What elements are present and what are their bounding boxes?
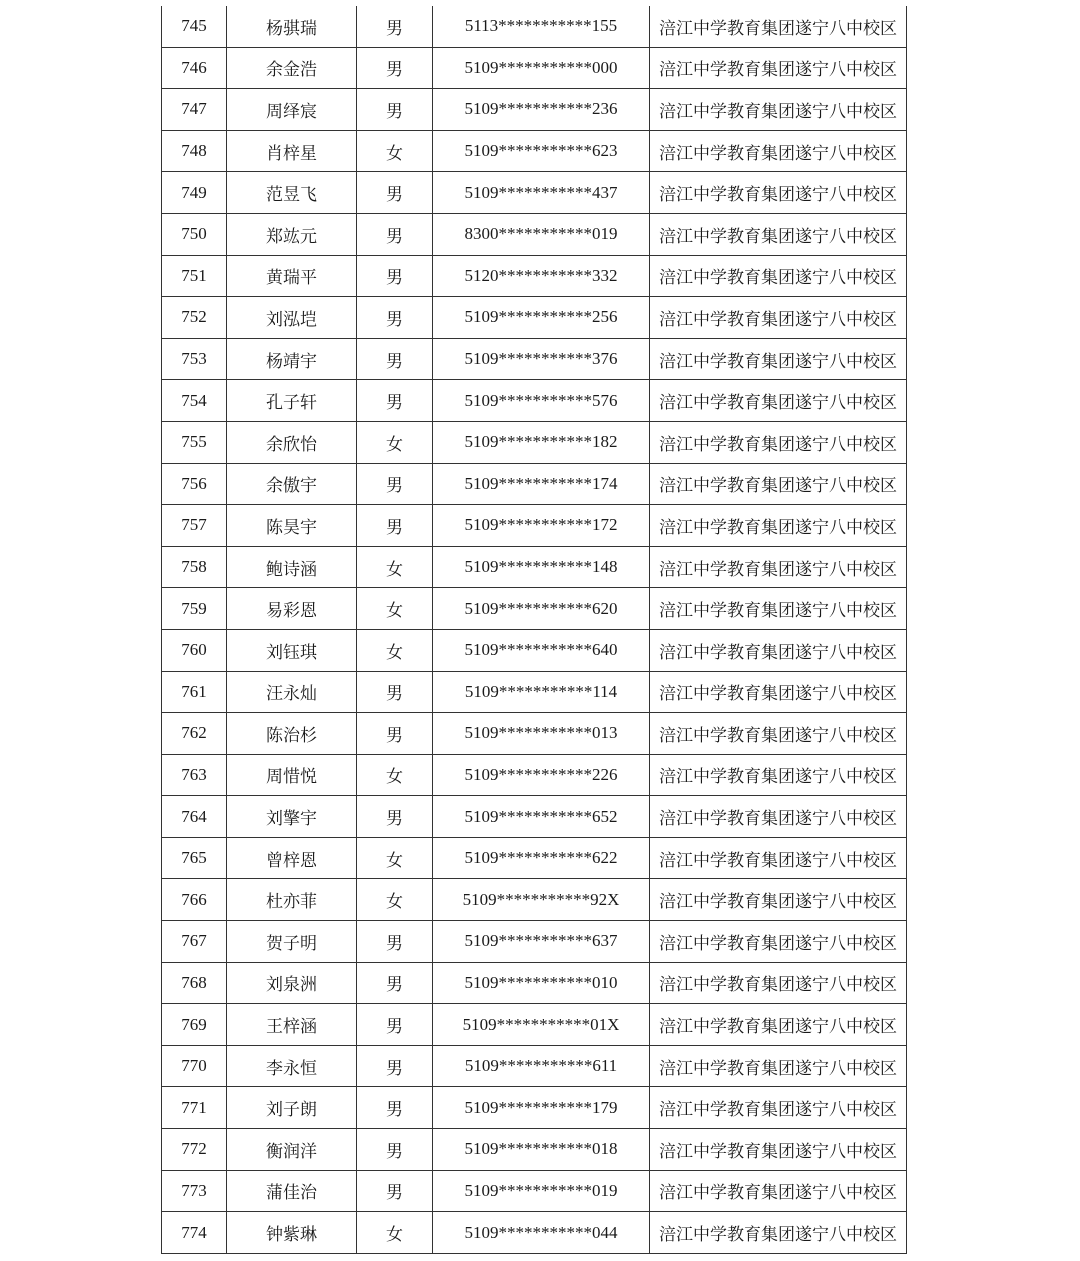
gender-cell: 男 [357,1087,433,1129]
gender-cell: 男 [357,463,433,505]
school-name-cell: 涪江中学教育集团遂宁八中校区 [650,754,907,796]
masked-id-cell: 8300***********019 [433,213,650,255]
student-roster-table [161,6,907,1254]
row-number-cell: 766 [162,879,227,921]
row-number-cell: 767 [162,921,227,963]
row-number-cell: 759 [162,588,227,630]
row-number-cell: 762 [162,713,227,755]
table-row [162,297,907,339]
student-name-cell: 蒲佳治 [227,1170,357,1212]
school-name-cell: 涪江中学教育集团遂宁八中校区 [650,921,907,963]
masked-id-cell: 5109***********576 [433,380,650,422]
row-number-cell: 752 [162,297,227,339]
gender-cell: 男 [357,1170,433,1212]
gender-cell: 男 [357,338,433,380]
gender-cell: 男 [357,1045,433,1087]
gender-cell: 男 [357,962,433,1004]
masked-id-cell: 5109***********000 [433,47,650,89]
school-name-cell: 涪江中学教育集团遂宁八中校区 [650,47,907,89]
school-name-cell: 涪江中学教育集团遂宁八中校区 [650,1087,907,1129]
student-name-cell: 余金浩 [227,47,357,89]
masked-id-cell: 5109***********174 [433,463,650,505]
student-name-cell: 刘泓垲 [227,297,357,339]
table-row [162,962,907,1004]
masked-id-cell: 5109***********148 [433,546,650,588]
row-number-cell: 758 [162,546,227,588]
school-name-cell: 涪江中学教育集团遂宁八中校区 [650,89,907,131]
table-row [162,713,907,755]
gender-cell: 男 [357,921,433,963]
school-name-cell: 涪江中学教育集团遂宁八中校区 [650,879,907,921]
student-name-cell: 衡润洋 [227,1129,357,1171]
row-number-cell: 746 [162,47,227,89]
school-name-cell: 涪江中学教育集团遂宁八中校区 [650,463,907,505]
masked-id-cell: 5109***********226 [433,754,650,796]
masked-id-cell: 5109***********044 [433,1212,650,1254]
table-row [162,505,907,547]
gender-cell: 女 [357,754,433,796]
student-name-cell: 范昱飞 [227,172,357,214]
table-row [162,837,907,879]
table-row [162,1170,907,1212]
gender-cell: 男 [357,47,433,89]
school-name-cell: 涪江中学教育集团遂宁八中校区 [650,421,907,463]
masked-id-cell: 5109***********437 [433,172,650,214]
table-row [162,1212,907,1254]
student-name-cell: 陈昊宇 [227,505,357,547]
row-number-cell: 751 [162,255,227,297]
masked-id-cell: 5109***********652 [433,796,650,838]
school-name-cell: 涪江中学教育集团遂宁八中校区 [650,796,907,838]
row-number-cell: 750 [162,213,227,255]
row-number-cell: 745 [162,6,227,47]
school-name-cell: 涪江中学教育集团遂宁八中校区 [650,546,907,588]
student-name-cell: 陈治杉 [227,713,357,755]
gender-cell: 男 [357,380,433,422]
school-name-cell: 涪江中学教育集团遂宁八中校区 [650,837,907,879]
row-number-cell: 774 [162,1212,227,1254]
school-name-cell: 涪江中学教育集团遂宁八中校区 [650,1129,907,1171]
row-number-cell: 765 [162,837,227,879]
masked-id-cell: 5109***********376 [433,338,650,380]
row-number-cell: 760 [162,629,227,671]
table-row [162,879,907,921]
table-row [162,1129,907,1171]
student-name-cell: 余欣怡 [227,421,357,463]
table-row [162,1004,907,1046]
gender-cell: 男 [357,505,433,547]
masked-id-cell: 5109***********019 [433,1170,650,1212]
roster-body [162,6,907,1253]
school-name-cell: 涪江中学教育集团遂宁八中校区 [650,1212,907,1254]
student-name-cell: 余傲宇 [227,463,357,505]
masked-id-cell: 5109***********623 [433,130,650,172]
gender-cell: 男 [357,172,433,214]
student-name-cell: 王梓涵 [227,1004,357,1046]
school-name-cell: 涪江中学教育集团遂宁八中校区 [650,1045,907,1087]
table-row [162,89,907,131]
table-row [162,1087,907,1129]
student-name-cell: 刘子朗 [227,1087,357,1129]
row-number-cell: 753 [162,338,227,380]
school-name-cell: 涪江中学教育集团遂宁八中校区 [650,130,907,172]
table-row [162,421,907,463]
masked-id-cell: 5109***********640 [433,629,650,671]
school-name-cell: 涪江中学教育集团遂宁八中校区 [650,6,907,47]
masked-id-cell: 5109***********013 [433,713,650,755]
masked-id-cell: 5109***********236 [433,89,650,131]
gender-cell: 男 [357,671,433,713]
masked-id-cell: 5109***********256 [433,297,650,339]
student-name-cell: 贺子明 [227,921,357,963]
gender-cell: 女 [357,421,433,463]
gender-cell: 男 [357,213,433,255]
student-name-cell: 易彩恩 [227,588,357,630]
school-name-cell: 涪江中学教育集团遂宁八中校区 [650,629,907,671]
school-name-cell: 涪江中学教育集团遂宁八中校区 [650,338,907,380]
table-row [162,172,907,214]
table-row [162,921,907,963]
table-row [162,671,907,713]
table-row [162,754,907,796]
row-number-cell: 761 [162,671,227,713]
school-name-cell: 涪江中学教育集团遂宁八中校区 [650,255,907,297]
student-name-cell: 周惜悦 [227,754,357,796]
table-row [162,796,907,838]
gender-cell: 女 [357,1212,433,1254]
masked-id-cell: 5109***********01X [433,1004,650,1046]
table-row [162,1045,907,1087]
gender-cell: 男 [357,1004,433,1046]
table-row [162,6,907,47]
table-row [162,463,907,505]
masked-id-cell: 5113***********155 [433,6,650,47]
student-name-cell: 黄瑞平 [227,255,357,297]
student-name-cell: 曾梓恩 [227,837,357,879]
gender-cell: 男 [357,6,433,47]
row-number-cell: 755 [162,421,227,463]
gender-cell: 男 [357,713,433,755]
gender-cell: 女 [357,629,433,671]
gender-cell: 男 [357,796,433,838]
row-number-cell: 771 [162,1087,227,1129]
student-name-cell: 肖梓星 [227,130,357,172]
table-row [162,380,907,422]
table-row [162,47,907,89]
row-number-cell: 747 [162,89,227,131]
student-name-cell: 周绎宸 [227,89,357,131]
row-number-cell: 772 [162,1129,227,1171]
student-name-cell: 刘钰琪 [227,629,357,671]
row-number-cell: 756 [162,463,227,505]
gender-cell: 男 [357,1129,433,1171]
school-name-cell: 涪江中学教育集团遂宁八中校区 [650,962,907,1004]
masked-id-cell: 5109***********611 [433,1045,650,1087]
school-name-cell: 涪江中学教育集团遂宁八中校区 [650,172,907,214]
school-name-cell: 涪江中学教育集团遂宁八中校区 [650,380,907,422]
gender-cell: 男 [357,89,433,131]
masked-id-cell: 5109***********179 [433,1087,650,1129]
student-name-cell: 刘擎宇 [227,796,357,838]
student-name-cell: 刘泉洲 [227,962,357,1004]
student-name-cell: 鲍诗涵 [227,546,357,588]
row-number-cell: 754 [162,380,227,422]
masked-id-cell: 5109***********018 [433,1129,650,1171]
school-name-cell: 涪江中学教育集团遂宁八中校区 [650,1004,907,1046]
student-name-cell: 钟紫琳 [227,1212,357,1254]
school-name-cell: 涪江中学教育集团遂宁八中校区 [650,713,907,755]
masked-id-cell: 5109***********637 [433,921,650,963]
school-name-cell: 涪江中学教育集团遂宁八中校区 [650,297,907,339]
student-name-cell: 李永恒 [227,1045,357,1087]
student-name-cell: 杨骐瑞 [227,6,357,47]
gender-cell: 女 [357,879,433,921]
table-row [162,546,907,588]
row-number-cell: 770 [162,1045,227,1087]
masked-id-cell: 5109***********182 [433,421,650,463]
gender-cell: 男 [357,255,433,297]
table-row [162,130,907,172]
table-row [162,255,907,297]
row-number-cell: 768 [162,962,227,1004]
masked-id-cell: 5109***********010 [433,962,650,1004]
table-row [162,629,907,671]
table-row [162,213,907,255]
row-number-cell: 748 [162,130,227,172]
row-number-cell: 749 [162,172,227,214]
row-number-cell: 769 [162,1004,227,1046]
masked-id-cell: 5109***********622 [433,837,650,879]
masked-id-cell: 5109***********92X [433,879,650,921]
row-number-cell: 757 [162,505,227,547]
school-name-cell: 涪江中学教育集团遂宁八中校区 [650,505,907,547]
school-name-cell: 涪江中学教育集团遂宁八中校区 [650,588,907,630]
gender-cell: 女 [357,588,433,630]
row-number-cell: 763 [162,754,227,796]
gender-cell: 女 [357,130,433,172]
masked-id-cell: 5109***********114 [433,671,650,713]
school-name-cell: 涪江中学教育集团遂宁八中校区 [650,1170,907,1212]
masked-id-cell: 5120***********332 [433,255,650,297]
gender-cell: 女 [357,837,433,879]
student-name-cell: 汪永灿 [227,671,357,713]
student-name-cell: 杨靖宇 [227,338,357,380]
gender-cell: 男 [357,297,433,339]
row-number-cell: 764 [162,796,227,838]
school-name-cell: 涪江中学教育集团遂宁八中校区 [650,213,907,255]
student-name-cell: 郑竑元 [227,213,357,255]
table-row [162,338,907,380]
gender-cell: 女 [357,546,433,588]
school-name-cell: 涪江中学教育集团遂宁八中校区 [650,671,907,713]
student-name-cell: 孔子轩 [227,380,357,422]
table-row [162,588,907,630]
student-name-cell: 杜亦菲 [227,879,357,921]
row-number-cell: 773 [162,1170,227,1212]
masked-id-cell: 5109***********172 [433,505,650,547]
masked-id-cell: 5109***********620 [433,588,650,630]
